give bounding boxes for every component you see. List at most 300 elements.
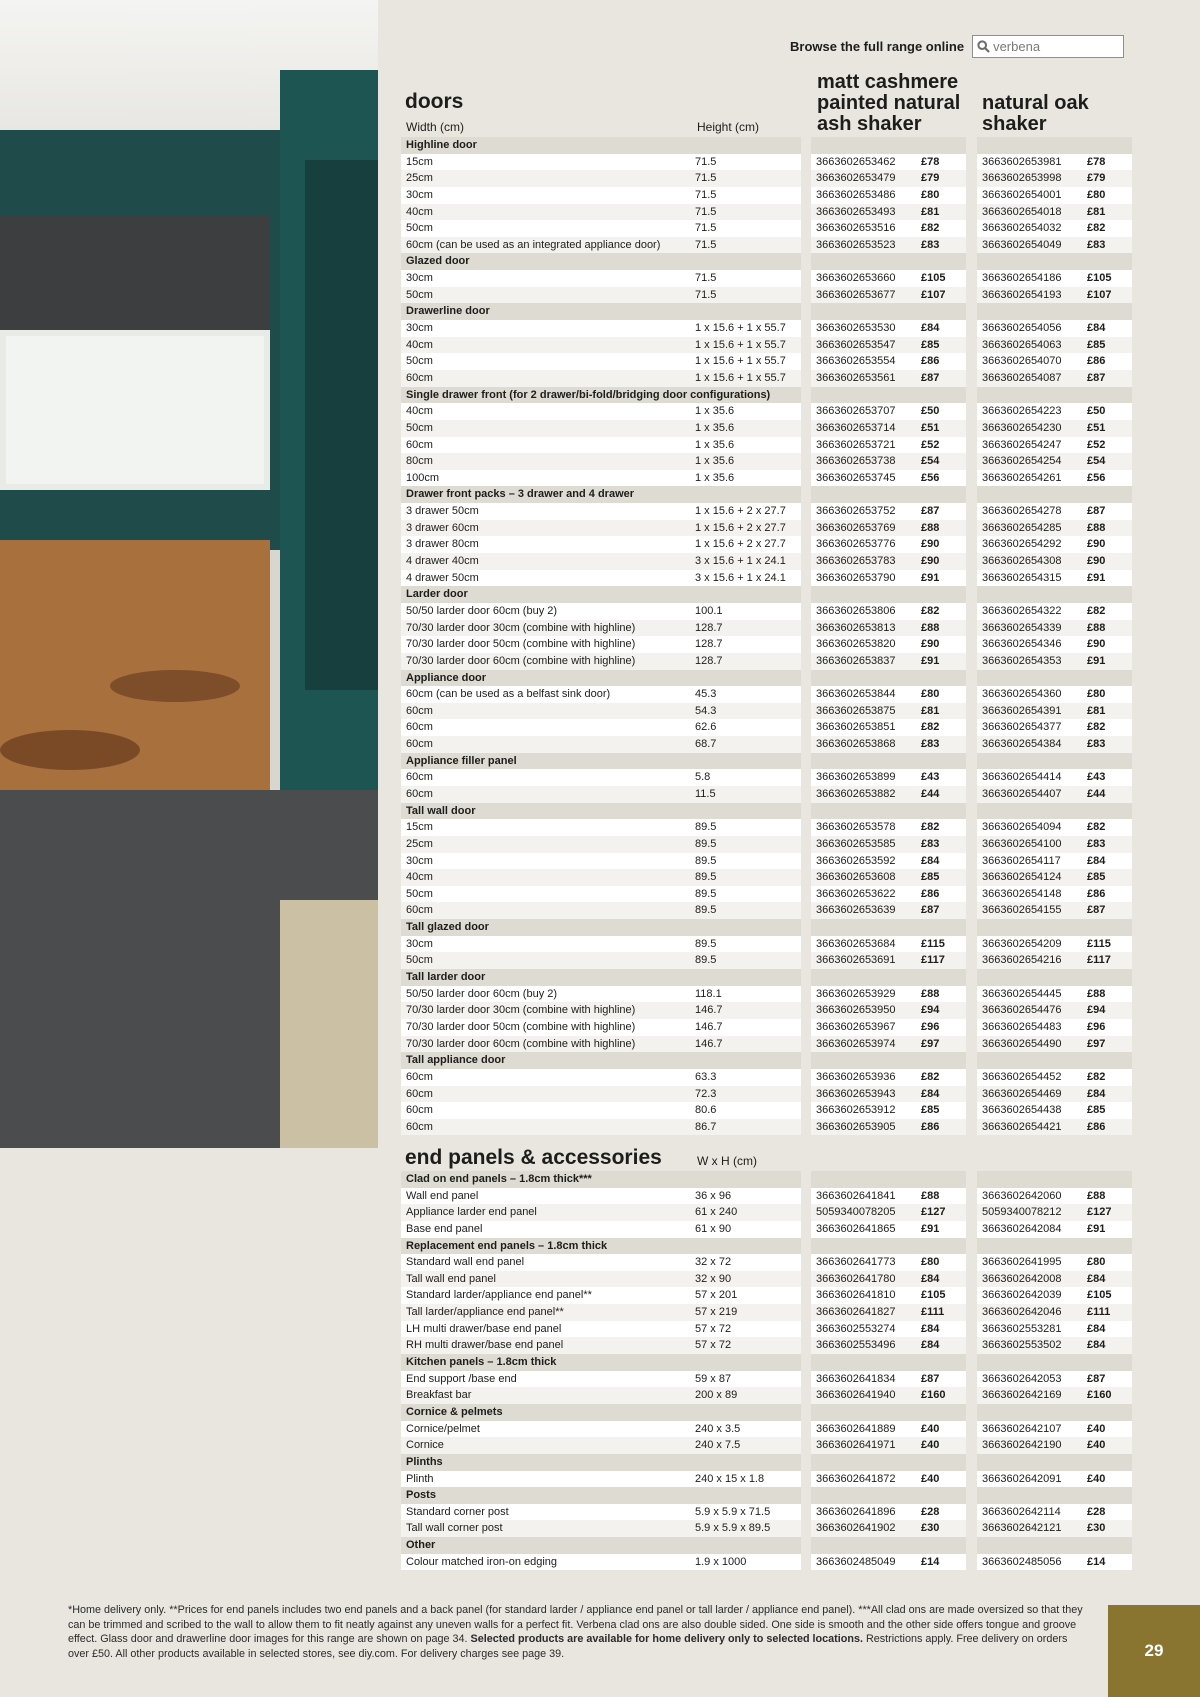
oak-price: £80 [1087, 688, 1106, 701]
ash-price: £78 [921, 155, 940, 168]
ash-code: 3663602653813 [816, 621, 896, 634]
item-height: 5.9 x 5.9 x 89.5 [695, 1522, 771, 1535]
item-width: LH multi drawer/base end panel [406, 1322, 562, 1335]
oak-code: 3663602654377 [982, 721, 1062, 734]
ash-code: 3663602653745 [816, 471, 896, 484]
item-height: 89.5 [695, 887, 717, 900]
item-width: Appliance larder end panel [406, 1206, 537, 1219]
oak-price: £88 [1087, 521, 1106, 534]
oak-code: 3663602654049 [982, 238, 1062, 251]
oak-code: 5059340078212 [982, 1206, 1062, 1219]
oak-price: £30 [1087, 1522, 1106, 1535]
ash-price: £105 [921, 272, 946, 285]
oak-code: 3663602654469 [982, 1087, 1062, 1100]
category-label: Tall appliance door [406, 1054, 506, 1067]
table-row [401, 769, 1131, 786]
ash-code: 3663602653721 [816, 438, 896, 451]
item-height: 63.3 [695, 1070, 717, 1083]
category-row [401, 1404, 1131, 1421]
item-height: 11.5 [695, 787, 716, 800]
item-width: 70/30 larder door 30cm (combine with highline) [406, 1004, 636, 1017]
category-row [401, 586, 1131, 603]
ash-code: 3663602653462 [816, 155, 896, 168]
oak-code: 3663602654209 [982, 937, 1062, 950]
ash-price: £83 [921, 738, 940, 751]
table-row [401, 337, 1131, 354]
ash-code: 3663602653806 [816, 604, 896, 617]
ash-price: £82 [921, 721, 940, 734]
item-width: Cornice/pelmet [406, 1422, 480, 1435]
ash-code: 3663602653639 [816, 904, 896, 917]
oak-code: 3663602654094 [982, 821, 1062, 834]
ash-code: 3663602653776 [816, 538, 896, 551]
oak-code: 3663602654490 [982, 1037, 1062, 1050]
item-height: 89.5 [695, 837, 717, 850]
table-row [401, 869, 1131, 886]
category-label: Glazed door [406, 255, 470, 268]
table-row [401, 936, 1131, 953]
ash-price: £82 [921, 1070, 940, 1083]
oak-price: £81 [1087, 205, 1106, 218]
oak-code: 3663602485056 [982, 1555, 1062, 1568]
oak-code: 3663602654223 [982, 405, 1062, 418]
oak-price: £52 [1087, 438, 1106, 451]
ash-price: £85 [921, 338, 940, 351]
ash-price: £91 [921, 654, 940, 667]
oak-code: 3663602642046 [982, 1306, 1062, 1319]
oak-price: £82 [1087, 1070, 1106, 1083]
oak-code: 3663602654148 [982, 887, 1062, 900]
oak-price: £86 [1087, 1120, 1106, 1133]
ash-code: 3663602653912 [816, 1104, 896, 1117]
item-width: 70/30 larder door 60cm (combine with highline) [406, 654, 636, 667]
ash-price: £84 [921, 1322, 940, 1335]
ash-price: £30 [921, 1522, 940, 1535]
oak-code: 3663602654193 [982, 288, 1062, 301]
oak-price: £87 [1087, 505, 1106, 518]
ash-code: 3663602653851 [816, 721, 896, 734]
oak-code: 3663602654230 [982, 421, 1062, 434]
item-width: 50cm [406, 887, 433, 900]
category-label: Drawerline door [406, 305, 490, 318]
category-row [401, 670, 1131, 687]
oak-price: £91 [1087, 1222, 1106, 1235]
item-width: Standard wall end panel [406, 1256, 525, 1269]
table-row [401, 1102, 1131, 1119]
item-width: 40cm [406, 338, 433, 351]
table-row [401, 420, 1131, 437]
item-height: 146.7 [695, 1020, 723, 1033]
ash-code: 3663602653523 [816, 238, 896, 251]
table-row [401, 719, 1131, 736]
table-row [401, 370, 1131, 387]
oak-code: 3663602654032 [982, 222, 1062, 235]
item-height: 1 x 15.6 + 1 x 55.7 [695, 355, 786, 368]
table-row [401, 636, 1131, 653]
browse-online [790, 34, 1124, 58]
oak-price: £85 [1087, 1104, 1106, 1117]
table-row [401, 1437, 1131, 1454]
ash-code: 3663602653707 [816, 405, 896, 418]
item-width: Cornice [406, 1439, 444, 1452]
oak-price: £54 [1087, 455, 1106, 468]
oak-code: 3663602653981 [982, 155, 1062, 168]
oak-code: 3663602654315 [982, 571, 1062, 584]
table-row [401, 1271, 1131, 1288]
ash-code: 3663602653943 [816, 1087, 896, 1100]
oak-code: 3663602654117 [982, 854, 1061, 867]
item-width: 30cm [406, 188, 433, 201]
table-row [401, 1337, 1131, 1354]
ash-code: 3663602653844 [816, 688, 896, 701]
item-height: 80.6 [695, 1104, 717, 1117]
item-height: 54.3 [695, 704, 717, 717]
oak-code: 3663602642190 [982, 1439, 1062, 1452]
ash-price: £84 [921, 322, 940, 335]
oak-code: 3663602654346 [982, 638, 1062, 651]
item-width: 60cm [406, 738, 433, 751]
ash-price: £52 [921, 438, 940, 451]
oak-price: £111 [1087, 1306, 1111, 1319]
ash-price: £127 [921, 1206, 946, 1219]
item-height: 118.1 [695, 987, 722, 1000]
ash-price: £79 [921, 172, 940, 185]
category-row [401, 969, 1131, 986]
item-height: 59 x 87 [695, 1372, 732, 1385]
oak-code: 3663602654254 [982, 455, 1062, 468]
item-height: 71.5 [695, 238, 717, 251]
oak-code: 3663602654414 [982, 771, 1062, 784]
category-row [401, 387, 1131, 404]
category-row [401, 803, 1131, 820]
item-height: 89.5 [695, 954, 717, 967]
item-height: 71.5 [695, 288, 717, 301]
table-row [401, 1204, 1131, 1221]
oak-price: £84 [1087, 322, 1106, 335]
item-height: 71.5 [695, 155, 717, 168]
item-height: 128.7 [695, 654, 723, 667]
category-row [401, 303, 1131, 320]
item-height: 89.5 [695, 937, 717, 950]
oak-code: 3663602654087 [982, 371, 1062, 384]
table-row [401, 603, 1131, 620]
category-label: Appliance filler panel [406, 754, 517, 767]
item-height: 5.9 x 5.9 x 71.5 [695, 1505, 771, 1518]
item-height: 57 x 72 [695, 1339, 732, 1352]
ash-price: £80 [921, 188, 940, 201]
item-width: 15cm [406, 155, 433, 168]
category-label: Clad on end panels – 1.8cm thick*** [406, 1173, 592, 1185]
item-height: 89.5 [695, 821, 717, 834]
doors-table [401, 137, 1131, 1135]
item-width: 15cm [406, 821, 433, 834]
ash-code: 3663602641780 [816, 1272, 896, 1285]
item-width: 60cm [406, 704, 433, 717]
ash-code: 3663602641971 [816, 1439, 896, 1452]
ash-code: 3663602653790 [816, 571, 896, 584]
item-width: 50cm [406, 355, 433, 368]
category-label: Drawer front packs – 3 drawer and 4 drawer [406, 488, 635, 501]
table-row [401, 270, 1131, 287]
table-row [401, 1036, 1131, 1053]
category-row [401, 1487, 1131, 1504]
category-row [401, 1238, 1131, 1255]
item-width: 40cm [406, 405, 433, 418]
oak-price: £80 [1087, 188, 1106, 201]
item-width: 30cm [406, 854, 433, 867]
table-row [401, 570, 1131, 587]
oak-code: 3663602642107 [982, 1422, 1062, 1435]
kitchen-photo [0, 0, 378, 1148]
oak-code: 3663602654247 [982, 438, 1062, 451]
ash-price: £86 [921, 1120, 940, 1133]
item-width: 60cm [406, 787, 433, 800]
oak-price: £81 [1087, 704, 1106, 717]
item-width: 70/30 larder door 50cm (combine with highline) [406, 638, 636, 651]
item-width: 40cm [406, 871, 433, 884]
item-height: 146.7 [695, 1037, 723, 1050]
category-row [401, 919, 1131, 936]
table-row [401, 1471, 1131, 1488]
ash-code: 3663602653561 [816, 371, 896, 384]
panels-title: end panels & accessories [405, 1146, 662, 1169]
oak-code: 3663602654360 [982, 688, 1062, 701]
oak-code: 3663602654100 [982, 837, 1062, 850]
ash-code: 3663602653936 [816, 1070, 896, 1083]
table-row [401, 220, 1131, 237]
table-row [401, 819, 1131, 836]
item-height: 240 x 15 x 1.8 [695, 1472, 765, 1485]
item-height: 1 x 15.6 + 1 x 55.7 [695, 322, 786, 335]
oak-price: £117 [1087, 954, 1111, 967]
search-box [972, 35, 1124, 58]
oak-code: 3663602654339 [982, 621, 1062, 634]
oak-price: £82 [1087, 821, 1106, 834]
table-row [401, 1069, 1131, 1086]
ash-code: 3663602641940 [816, 1389, 896, 1402]
item-height: 146.7 [695, 1004, 723, 1017]
oak-price: £83 [1087, 837, 1106, 850]
col-head-ash: matt cashmere painted natural ash shaker [817, 71, 961, 135]
ash-code: 3663602653691 [816, 954, 896, 967]
item-width: 3 drawer 50cm [406, 505, 479, 518]
ash-price: £115 [921, 937, 945, 950]
footnote: *Home delivery only. **Prices for end panels includes two end panels and a back panel (for standard larder / appliance end panel or tall larder / appliance end panel). ***All clad ons are made oversized so that they can be trimmed and scribed to the wall to allow them to fit neatly against any uneven walls for a perfect fit. Verbena clad ons are also double sided. One side is smooth and the other side offers tongue and groove effect. Glass door and drawerline door images for this range are shown on page 34. Selected products are available for home delivery only to selected locations. Restrictions apply. Free delivery on orders over £50. All other products available in selected stores, see diy.com. For delivery charges see page 39. [68, 1604, 1083, 1660]
oak-price: £90 [1087, 638, 1106, 651]
table-row [401, 1188, 1131, 1205]
oak-code: 3663602642039 [982, 1289, 1062, 1302]
item-width: 60cm [406, 771, 433, 784]
category-label: Single drawer front (for 2 drawer/bi-fold/bridging door configurations) [406, 388, 771, 401]
oak-price: £80 [1087, 1256, 1106, 1269]
item-width: Standard larder/appliance end panel** [406, 1289, 592, 1302]
ash-code: 3663602485049 [816, 1555, 896, 1568]
item-height: 62.6 [695, 721, 717, 734]
table-row [401, 1387, 1131, 1404]
oak-price: £90 [1087, 555, 1106, 568]
ash-price: £80 [921, 1256, 940, 1269]
table-row [401, 836, 1131, 853]
item-height: 1 x 15.6 + 2 x 27.7 [695, 505, 786, 518]
oak-price: £40 [1087, 1472, 1106, 1485]
ash-price: £84 [921, 854, 940, 867]
panels-table [401, 1171, 1131, 1570]
table-row [401, 686, 1131, 703]
ash-code: 3663602641902 [816, 1522, 896, 1535]
item-width: 4 drawer 40cm [406, 555, 479, 568]
oak-price: £91 [1087, 571, 1106, 584]
col-head-oak: natural oak shaker [982, 92, 1089, 135]
item-height: 61 x 240 [695, 1206, 738, 1219]
oak-price: £79 [1087, 172, 1106, 185]
ash-code: 3663602653554 [816, 355, 896, 368]
item-height: 1 x 15.6 + 2 x 27.7 [695, 538, 786, 551]
item-width: 70/30 larder door 50cm (combine with highline) [406, 1020, 636, 1033]
table-row [401, 353, 1131, 370]
item-height: 100.1 [695, 604, 723, 617]
table-row [401, 1554, 1131, 1571]
table-row [401, 853, 1131, 870]
category-label: Tall glazed door [406, 921, 489, 934]
search-icon [977, 40, 990, 53]
table-row [401, 786, 1131, 803]
ash-code: 3663602653905 [816, 1120, 896, 1133]
ash-price: £40 [921, 1422, 940, 1435]
oak-code: 3663602654186 [982, 272, 1062, 285]
item-height: 71.5 [695, 188, 717, 201]
oak-code: 3663602654308 [982, 555, 1062, 568]
oak-price: £51 [1087, 421, 1106, 434]
item-width: 60cm (can be used as an integrated appliance door) [406, 238, 661, 251]
oak-code: 3663602642053 [982, 1372, 1062, 1385]
oak-code: 3663602654476 [982, 1004, 1062, 1017]
oak-price: £91 [1087, 654, 1106, 667]
ash-price: £86 [921, 887, 940, 900]
item-height: 71.5 [695, 205, 717, 218]
ash-code: 3663602641896 [816, 1505, 896, 1518]
ash-code: 3663602653820 [816, 638, 896, 651]
ash-price: £88 [921, 521, 940, 534]
item-height: 240 x 7.5 [695, 1439, 741, 1452]
item-height: 240 x 3.5 [695, 1422, 741, 1435]
ash-price: £81 [921, 205, 940, 218]
item-width: 70/30 larder door 60cm (combine with highline) [406, 1037, 636, 1050]
item-height: 72.3 [695, 1087, 717, 1100]
oak-price: £40 [1087, 1439, 1106, 1452]
category-row [401, 253, 1131, 270]
ash-code: 3663602653608 [816, 871, 896, 884]
ash-code: 3663602653752 [816, 505, 896, 518]
ash-price: £50 [921, 405, 940, 418]
table-row [401, 520, 1131, 537]
oak-code: 3663602654261 [982, 471, 1062, 484]
ash-code: 3663602653493 [816, 205, 896, 218]
ash-code: 3663602641827 [816, 1306, 896, 1319]
ash-code: 5059340078205 [816, 1206, 896, 1219]
table-row [401, 1321, 1131, 1338]
table-row [401, 1371, 1131, 1388]
ash-price: £88 [921, 621, 940, 634]
item-height: 57 x 201 [695, 1289, 738, 1302]
item-width: 30cm [406, 272, 433, 285]
item-height: 71.5 [695, 172, 717, 185]
oak-code: 3663602654353 [982, 654, 1062, 667]
item-width: Standard corner post [406, 1505, 509, 1518]
item-height: 32 x 90 [695, 1272, 732, 1285]
ash-code: 3663602653622 [816, 887, 896, 900]
table-row [401, 553, 1131, 570]
oak-price: £44 [1087, 787, 1106, 800]
ash-code: 3663602653592 [816, 854, 896, 867]
width-label: Width (cm) [406, 120, 464, 134]
oak-price: £85 [1087, 871, 1106, 884]
ash-price: £85 [921, 871, 940, 884]
item-width: 3 drawer 60cm [406, 521, 479, 534]
oak-price: £43 [1087, 771, 1106, 784]
item-width: 4 drawer 50cm [406, 571, 479, 584]
item-width: 30cm [406, 937, 433, 950]
ash-code: 3663602653486 [816, 188, 896, 201]
ash-price: £84 [921, 1339, 940, 1352]
item-width: 25cm [406, 172, 433, 185]
item-width: 60cm [406, 904, 433, 917]
ash-price: £160 [921, 1389, 946, 1402]
ash-price: £90 [921, 538, 940, 551]
item-height: 1 x 15.6 + 1 x 55.7 [695, 338, 786, 351]
oak-price: £88 [1087, 1189, 1106, 1202]
ash-code: 3663602653677 [816, 288, 896, 301]
ash-price: £87 [921, 1372, 940, 1385]
oak-code: 3663602654063 [982, 338, 1062, 351]
oak-code: 3663602654445 [982, 987, 1062, 1000]
oak-code: 3663602654155 [982, 904, 1062, 917]
table-row [401, 320, 1131, 337]
oak-code: 3663602654124 [982, 871, 1062, 884]
oak-price: £105 [1087, 1289, 1112, 1302]
ash-price: £91 [921, 1222, 940, 1235]
item-width: 80cm [406, 455, 433, 468]
category-label: Tall larder door [406, 971, 486, 984]
item-height: 128.7 [695, 638, 723, 651]
oak-price: £50 [1087, 405, 1106, 418]
item-width: 25cm [406, 837, 433, 850]
category-label: Posts [406, 1489, 436, 1502]
ash-code: 3663602653684 [816, 937, 896, 950]
ash-code: 3663602653974 [816, 1037, 896, 1050]
ash-price: £14 [921, 1555, 940, 1568]
table-row [401, 1287, 1131, 1304]
ash-code: 3663602653868 [816, 738, 896, 751]
category-label: Other [406, 1539, 436, 1552]
ash-code: 3663602653882 [816, 787, 896, 800]
item-height: 57 x 72 [695, 1322, 732, 1335]
item-width: Tall larder/appliance end panel** [406, 1306, 564, 1319]
oak-price: £87 [1087, 904, 1106, 917]
item-height: 1 x 35.6 [695, 455, 735, 468]
ash-price: £88 [921, 1189, 940, 1202]
table-row [401, 437, 1131, 454]
item-height: 200 x 89 [695, 1389, 738, 1402]
oak-code: 3663602654070 [982, 355, 1062, 368]
item-height: 57 x 219 [695, 1306, 738, 1319]
item-height: 45.3 [695, 688, 717, 701]
table-row [401, 1304, 1131, 1321]
item-width: 60cm [406, 1087, 433, 1100]
height-label: Height (cm) [697, 120, 760, 134]
item-width: 30cm [406, 322, 433, 335]
item-width: RH multi drawer/base end panel [406, 1339, 564, 1352]
page-number: 29 [1108, 1605, 1200, 1697]
